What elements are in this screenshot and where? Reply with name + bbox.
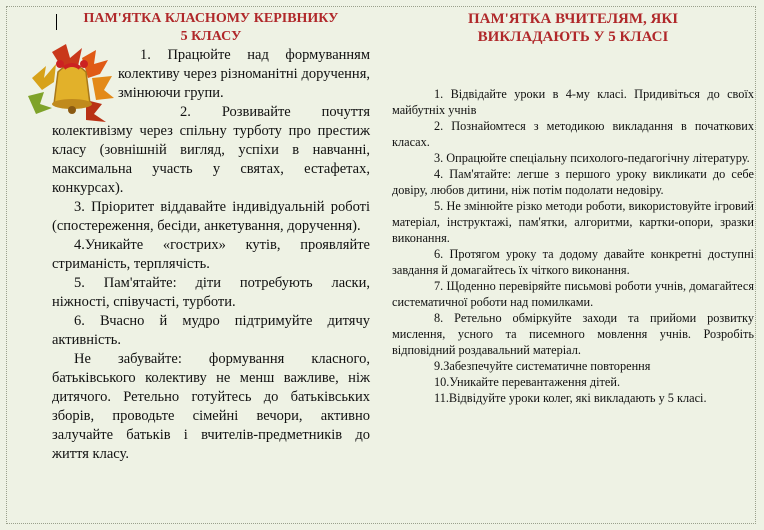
right-paragraph: 4. Пам'ятайте: легше з першого уроку викликати до себе довіру, любов дитини, ніж потім подолати недовіру. [392,167,754,197]
title-line-2: 5 КЛАСУ [180,29,242,44]
title-line-2: ВИКЛАДАЮТЬ У 5 КЛАСІ [477,29,669,45]
teachers-memo-title [392,10,754,46]
autumn-bell-icon [22,38,118,134]
right-paragraph: 2. Познайомтеся з методикою викладання в початкових класах. [392,119,754,149]
left-paragraph: 6. Вчасно й мудро підтримуйте дитячу активність. [52,313,370,348]
class-teacher-memo [52,10,370,464]
right-paragraph: 8. Ретельно обміркуйте заходи та прийоми розвитку мислення, усного та писемного мовлення учнів. Розробіть відповідний роздавальний матеріал. [392,311,754,357]
title-line-1: ПАМ'ЯТКА ВЧИТЕЛЯМ, ЯКІ [467,11,679,27]
left-paragraph: 2. Розвивайте почуття колективізму через спільну турботу про престиж класу (зовнішній вигляд, успіхи в навчанні, максимальна участь у святах, естафетах, конкурсах). [52,104,370,196]
right-paragraph: 6. Протягом уроку та додому давайте конкретні доступні завдання й домагайтесь їх чіткого виконання. [392,247,754,277]
right-paragraph: 9.Забезпечуйте систематичне повторення [434,359,651,373]
left-paragraph: 4.Уникайте «гострих» кутів, проявляйте стриманість, терплячість. [52,237,370,272]
left-paragraph: 5. Пам'ятайте: діти потребують ласки, ніжності, співучасті, турботи. [52,275,370,310]
left-paragraph: Не забувайте: формування класного, батьківського колективу не менш важливе, ніж дитячого. Ретельно готуйтесь до батьківських зборів, проводьте сімейні вечори, активно залучайте батьків і вчителів-предметників до життя класу. [52,351,370,462]
right-paragraph: 5. Не змінюйте різко методи роботи, використовуйте ігровий матеріал, інструктажі, пам'ятки, алгоритми, картки-опори, зразки виконання. [392,199,754,245]
left-paragraph: 1. Працюйте над формуванням колективу через різноманітні доручення, змінюючи групи. [118,47,370,101]
title-line-1: ПАМ'ЯТКА КЛАСНОМУ КЕРІВНИКУ [83,11,339,26]
right-paragraph: 10.Уникайте перевантаження дітей. [434,375,621,389]
teachers-memo [392,10,754,406]
right-paragraph: 1. Відвідайте уроки в 4-му класі. Придивіться до своїх майбутніх учнів [392,87,754,117]
right-paragraph: 11.Відвідуйте уроки колег, які викладають у 5 класі. [434,391,707,405]
left-paragraph: 3. Пріоритет віддавайте індивідуальній роботі (спостереження, бесіди, анкетування, доручення). [52,199,370,234]
right-paragraph: 7. Щоденно перевіряйте письмові роботи учнів, домагайтеся систематичної роботи над помилками. [392,279,754,309]
right-paragraph: 3. Опрацюйте спеціальну психолого-педагогічну літературу. [434,151,750,165]
